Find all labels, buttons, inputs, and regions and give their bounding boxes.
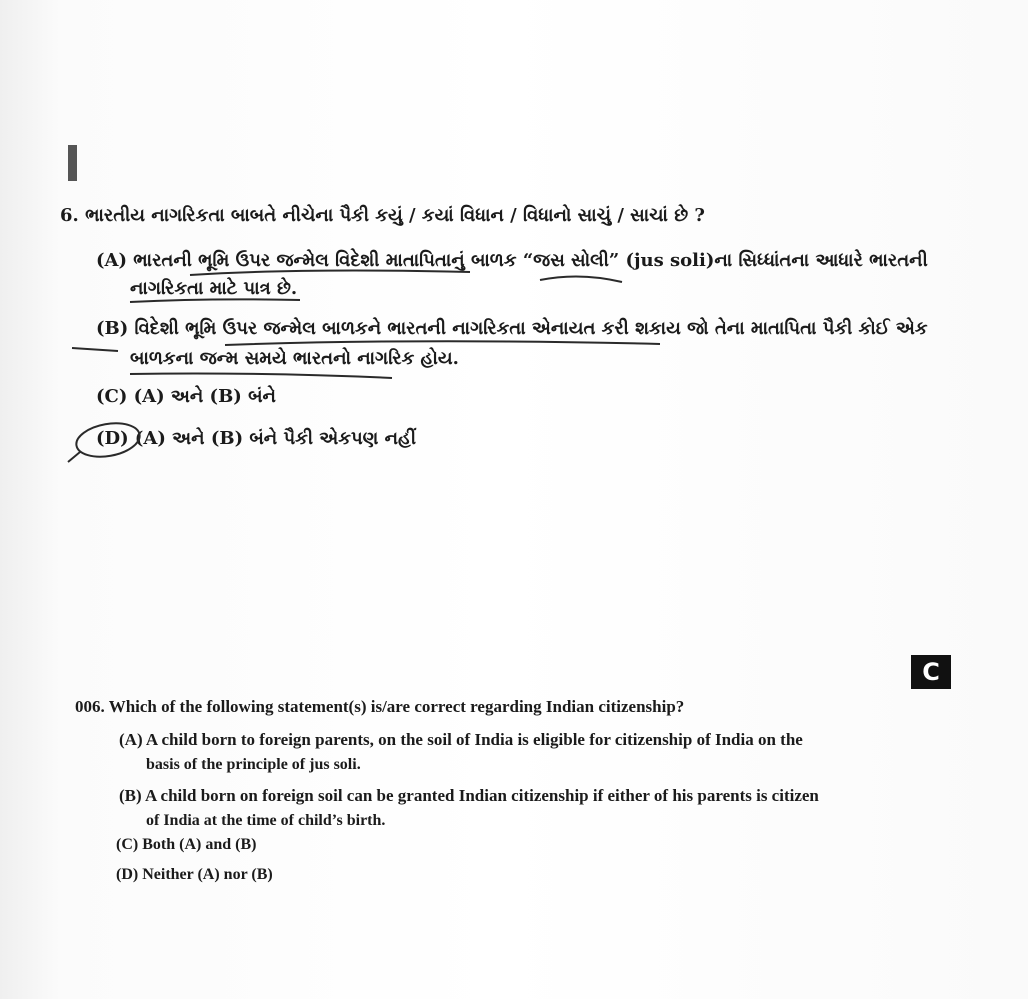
gujarati-option-d: (D) (A) અને (B) બંને પૈકી એકપણ નહીં: [96, 428, 416, 449]
gujarati-option-c: (C) (A) અને (B) બંને: [96, 386, 276, 407]
answer-key-badge: [911, 655, 951, 689]
answer-key-letter: C: [922, 658, 940, 686]
margin-dash: [72, 348, 118, 351]
english-question-stem: 006. Which of the following statement(s) is/are correct regarding Indian citizenship?: [75, 697, 685, 716]
english-option-b-line2: of India at the time of child’s birth.: [146, 812, 386, 829]
underline-a2: [130, 299, 300, 302]
underline-b2: [130, 374, 392, 379]
underline-a-jussoli: [540, 276, 622, 282]
english-option-a-line2: basis of the principle of jus soli.: [146, 756, 361, 773]
english-option-d: (D) Neither (A) nor (B): [116, 866, 273, 883]
circle-tail: [68, 452, 80, 462]
gujarati-option-a-line1: (A) ભારતની ભૂમિ ઉપર જન્મેલ વિદેશી માતાપિતાનું બાળક “જસ સોલી” (jus soli)ના સિધ્ધાંતના આધારે ભારતની: [96, 250, 928, 271]
english-option-b-line1: (B) A child born on foreign soil can be granted Indian citizenship if either of his parents is citizen: [119, 786, 819, 805]
underline-b1: [225, 341, 660, 345]
answer-circle-d: [74, 419, 143, 462]
underline-a1: [190, 271, 470, 275]
gujarati-option-b-line1: (B) વિદેશી ભૂમિ ઉપર જન્મેલ બાળકને ભારતની નાગરિકતા એનાયત કરી શકાય જો તેના માતાપિતા પૈકી કોઈ એક: [96, 318, 928, 339]
english-option-c: (C) Both (A) and (B): [116, 836, 257, 853]
gujarati-option-b-line2: બાળકના જન્મ સમયે ભારતનો નાગરિક હોય.: [130, 348, 459, 369]
gujarati-stem-text: ભારતીય નાગરિકતા બાબતે નીચેના પૈકી કયું / કયાં વિધાન / વિધાનો સાચું / સાચાં છે ?: [85, 205, 705, 226]
gujarati-question-number: 6.: [60, 205, 79, 226]
english-option-a-line1: (A) A child born to foreign parents, on the soil of India is eligible for citizenship of India on the: [119, 730, 803, 749]
gujarati-option-a-line2: નાગરિકતા માટે પાત્ર છે.: [130, 278, 298, 299]
